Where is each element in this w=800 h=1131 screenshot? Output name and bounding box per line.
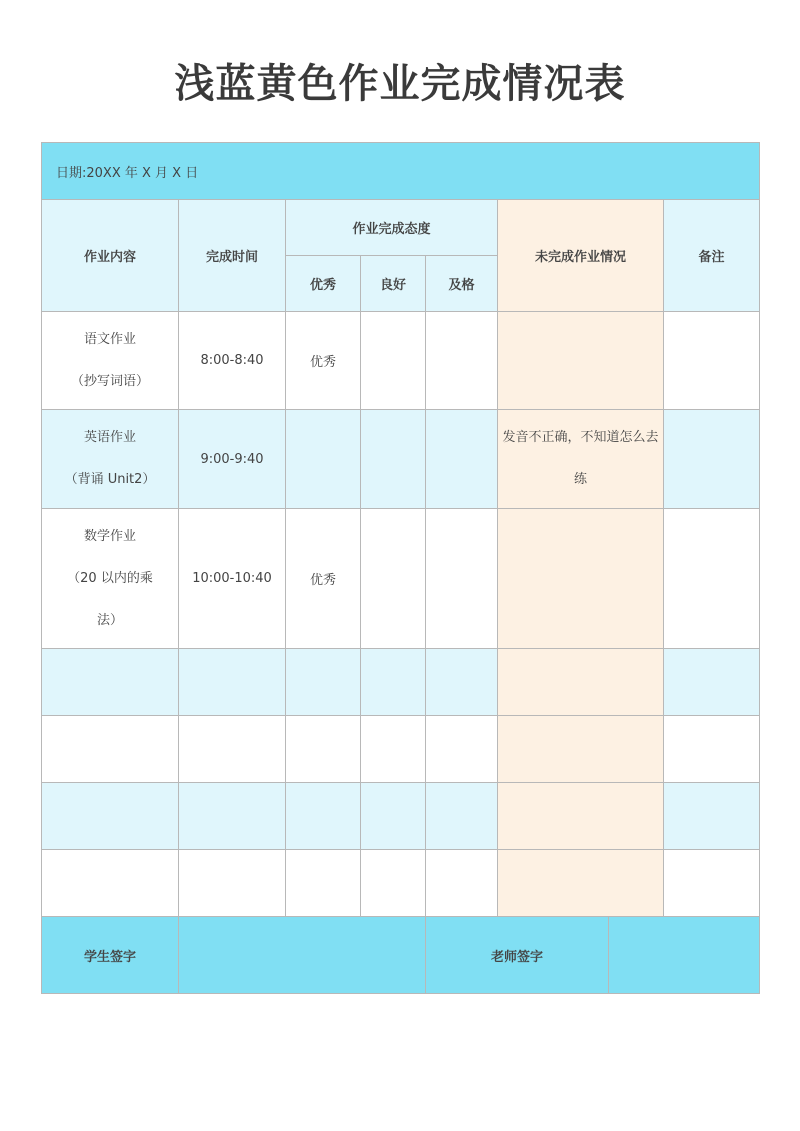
signature-row xyxy=(42,917,760,994)
student-signature-field[interactable] xyxy=(179,917,426,994)
row-time: 9:00-9:40 xyxy=(179,410,286,509)
row-content xyxy=(42,509,179,649)
table-row xyxy=(42,312,760,410)
header-remark: 备注 xyxy=(664,200,760,312)
empty-cell xyxy=(426,649,498,716)
header-attitude: 作业完成态度 xyxy=(286,200,498,256)
page-title: 浅蓝黄色作业完成情况表 xyxy=(174,61,626,107)
row-time: 8:00-8:40 xyxy=(179,312,286,410)
header-pass: 及格 xyxy=(426,256,498,312)
row-pass xyxy=(426,509,498,649)
content-line: （抄写词语） xyxy=(70,373,149,389)
empty-cell xyxy=(664,783,760,850)
empty-cell xyxy=(179,649,286,716)
row-pass xyxy=(426,410,498,509)
teacher-signature-label: 老师签字 xyxy=(426,917,609,994)
row-pass xyxy=(426,312,498,410)
row-good xyxy=(361,312,426,410)
empty-cell xyxy=(286,783,361,850)
header-time: 完成时间 xyxy=(179,200,286,312)
table-row xyxy=(42,649,760,716)
empty-cell xyxy=(179,716,286,783)
empty-cell xyxy=(498,850,664,917)
empty-cell xyxy=(42,649,179,716)
row-unfinished xyxy=(498,410,664,509)
empty-cell xyxy=(426,716,498,783)
unfinished-line: 发音不正确，不知道怎么去 xyxy=(502,430,659,445)
row-remark xyxy=(664,509,760,649)
table-row xyxy=(42,783,760,850)
empty-cell xyxy=(286,850,361,917)
student-signature-label: 学生签字 xyxy=(42,917,179,994)
empty-cell xyxy=(179,783,286,850)
header-content: 作业内容 xyxy=(42,200,179,312)
row-content xyxy=(42,410,179,509)
row-content xyxy=(42,312,179,410)
row-remark xyxy=(664,312,760,410)
empty-cell xyxy=(664,649,760,716)
empty-cell xyxy=(426,850,498,917)
row-excellent xyxy=(286,410,361,509)
empty-cell xyxy=(42,783,179,850)
homework-table xyxy=(41,142,760,994)
date-label: 日期:20XX 年 X 月 X 日 xyxy=(42,143,760,200)
row-unfinished xyxy=(498,509,664,649)
header-excellent: 优秀 xyxy=(286,256,361,312)
empty-cell xyxy=(426,783,498,850)
row-remark xyxy=(664,410,760,509)
row-good xyxy=(361,509,426,649)
empty-cell xyxy=(498,783,664,850)
empty-cell xyxy=(664,850,760,917)
empty-cell xyxy=(498,716,664,783)
row-excellent: 优秀 xyxy=(286,509,361,649)
header-good: 良好 xyxy=(361,256,426,312)
table-row xyxy=(42,716,760,783)
empty-cell xyxy=(179,850,286,917)
empty-cell xyxy=(498,649,664,716)
content-line: 英语作业 xyxy=(83,430,136,445)
empty-cell xyxy=(42,850,179,917)
unfinished-line: 练 xyxy=(573,472,587,487)
header-unfinished: 未完成作业情况 xyxy=(498,200,664,312)
empty-cell xyxy=(361,850,426,917)
empty-cell xyxy=(664,716,760,783)
table-row xyxy=(42,509,760,649)
teacher-signature-field[interactable] xyxy=(609,917,760,994)
header-row-1 xyxy=(42,200,760,256)
row-unfinished xyxy=(498,312,664,410)
empty-cell xyxy=(361,716,426,783)
row-time: 10:00-10:40 xyxy=(179,509,286,649)
table-row xyxy=(42,410,760,509)
row-good xyxy=(361,410,426,509)
empty-cell xyxy=(42,716,179,783)
empty-cell xyxy=(361,649,426,716)
row-excellent: 优秀 xyxy=(286,312,361,410)
content-line: 数学作业 xyxy=(83,528,136,544)
empty-cell xyxy=(286,649,361,716)
content-line: 语文作业 xyxy=(83,331,136,347)
empty-cell xyxy=(361,783,426,850)
content-line: 法） xyxy=(96,612,123,628)
empty-cell xyxy=(286,716,361,783)
content-line: （背诵 Unit2） xyxy=(64,472,156,487)
content-line: （20 以内的乘 xyxy=(67,570,153,586)
table-row xyxy=(42,850,760,917)
date-row xyxy=(42,143,760,200)
